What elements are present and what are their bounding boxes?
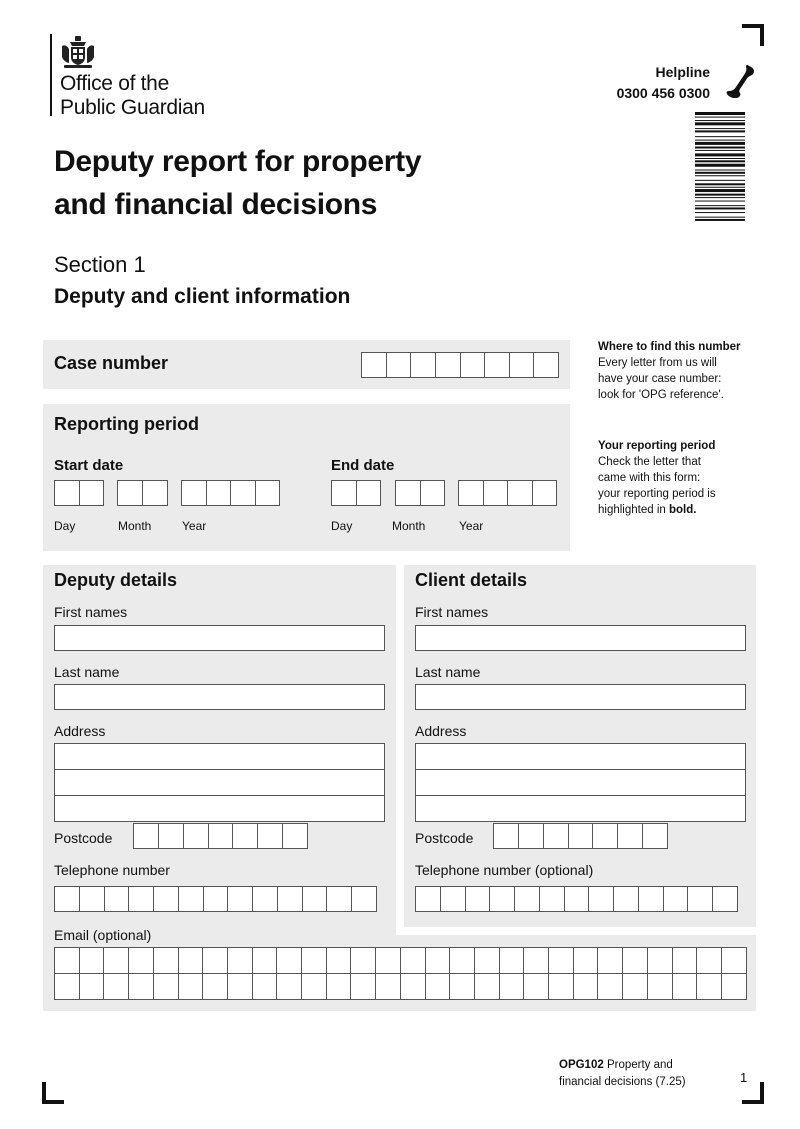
barcode-bar xyxy=(695,194,745,196)
barcode-bar xyxy=(695,136,745,137)
corner-mark-bottom-left xyxy=(42,1082,64,1104)
character-cell[interactable] xyxy=(104,886,130,912)
character-cell[interactable] xyxy=(523,947,549,974)
barcode-bar xyxy=(695,142,745,145)
character-cell[interactable] xyxy=(592,823,618,849)
character-cell[interactable] xyxy=(178,947,204,974)
section-number: Section 1 xyxy=(54,252,146,277)
character-cell[interactable] xyxy=(721,973,747,1000)
reporting-period-help-line xyxy=(598,502,758,518)
helpline-label: Helpline xyxy=(655,64,710,80)
deputy-postcode-input[interactable] xyxy=(133,823,308,849)
barcode-bar xyxy=(695,175,745,176)
telephone-icon xyxy=(722,64,756,98)
case-number-help-heading: Where to find this number xyxy=(598,341,741,353)
end-day-caption: Day xyxy=(331,519,353,533)
page-title-line-2: and financial decisions xyxy=(54,188,378,221)
case-number-input[interactable] xyxy=(361,352,559,378)
deputy-email-input-row-2[interactable] xyxy=(54,973,747,1000)
character-cell[interactable] xyxy=(484,352,510,378)
client-telephone-label: Telephone number (optional) xyxy=(415,862,594,878)
deputy-email-label: Email (optional) xyxy=(54,927,152,943)
character-cell[interactable] xyxy=(647,947,673,974)
character-cell[interactable] xyxy=(301,947,327,974)
character-cell[interactable] xyxy=(252,886,278,912)
reporting-period-help-line: your reporting period is xyxy=(598,488,716,500)
client-last-name-label: Last name xyxy=(415,664,481,680)
barcode-bar xyxy=(695,183,745,185)
character-cell[interactable] xyxy=(507,480,533,506)
character-cell[interactable] xyxy=(532,480,558,506)
character-cell[interactable] xyxy=(449,947,475,974)
barcode-bar xyxy=(695,117,745,118)
character-cell[interactable] xyxy=(458,480,484,506)
character-cell[interactable] xyxy=(350,973,376,1000)
character-cell[interactable] xyxy=(227,973,253,1000)
deputy-first-names-label: First names xyxy=(54,604,128,620)
character-cell[interactable] xyxy=(597,973,623,1000)
character-cell[interactable] xyxy=(128,886,154,912)
character-cell[interactable] xyxy=(617,823,643,849)
character-cell[interactable] xyxy=(252,973,278,1000)
barcode-bar xyxy=(695,122,745,125)
character-cell[interactable] xyxy=(326,973,352,1000)
character-cell[interactable] xyxy=(227,947,253,974)
character-cell[interactable] xyxy=(509,352,535,378)
character-cell[interactable] xyxy=(178,886,204,912)
character-cell[interactable] xyxy=(351,886,377,912)
character-cell[interactable] xyxy=(183,823,209,849)
case-number-help-line: Every letter from us will xyxy=(598,357,717,369)
character-cell[interactable] xyxy=(493,823,519,849)
character-cell[interactable] xyxy=(460,352,486,378)
character-cell[interactable] xyxy=(54,973,80,1000)
deputy-last-name-label: Last name xyxy=(54,664,120,680)
barcode-bar xyxy=(695,197,745,198)
character-cell[interactable] xyxy=(642,823,668,849)
character-cell[interactable] xyxy=(202,947,228,974)
character-cell[interactable] xyxy=(573,973,599,1000)
character-cell[interactable] xyxy=(696,973,722,1000)
character-cell[interactable] xyxy=(79,480,105,506)
character-cell[interactable] xyxy=(257,823,283,849)
character-cell[interactable] xyxy=(548,947,574,974)
reporting-period-help-line: came with this form: xyxy=(598,472,701,484)
character-cell[interactable] xyxy=(202,973,228,1000)
character-cell[interactable] xyxy=(543,823,569,849)
character-cell[interactable] xyxy=(465,886,491,912)
barcode-bar xyxy=(695,212,745,213)
character-cell[interactable] xyxy=(232,823,258,849)
character-cell[interactable] xyxy=(474,973,500,1000)
character-cell[interactable] xyxy=(206,480,232,506)
form-name-line-1: Property and xyxy=(603,1059,673,1071)
deputy-last-name-input[interactable] xyxy=(54,684,385,710)
client-postcode-label: Postcode xyxy=(415,830,474,846)
character-cell[interactable] xyxy=(420,480,446,506)
character-cell[interactable] xyxy=(117,480,143,506)
client-telephone-input[interactable] xyxy=(415,886,738,912)
character-cell[interactable] xyxy=(410,352,436,378)
character-cell[interactable] xyxy=(622,947,648,974)
client-address-line-1-input[interactable] xyxy=(415,743,746,770)
helpline xyxy=(617,62,710,104)
page-title xyxy=(54,140,421,226)
character-cell[interactable] xyxy=(489,886,515,912)
character-cell[interactable] xyxy=(395,480,421,506)
start-month-input[interactable] xyxy=(117,480,168,506)
character-cell[interactable] xyxy=(568,823,594,849)
barcode-bar xyxy=(695,217,745,218)
start-date-label: Start date xyxy=(54,457,124,474)
character-cell[interactable] xyxy=(203,886,229,912)
character-cell[interactable] xyxy=(425,947,451,974)
deputy-postcode-label: Postcode xyxy=(54,830,113,846)
barcode-bar xyxy=(695,150,745,151)
character-cell[interactable] xyxy=(533,352,559,378)
character-cell[interactable] xyxy=(356,480,382,506)
end-year-caption: Year xyxy=(459,519,484,533)
deputy-email-input-row-1[interactable] xyxy=(54,947,747,974)
deputy-details-title: Deputy details xyxy=(54,570,178,590)
character-cell[interactable] xyxy=(181,480,207,506)
character-cell[interactable] xyxy=(133,823,159,849)
character-cell[interactable] xyxy=(613,886,639,912)
character-cell[interactable] xyxy=(79,947,105,974)
barcode-bar xyxy=(695,172,745,174)
character-cell[interactable] xyxy=(548,973,574,1000)
character-cell[interactable] xyxy=(638,886,664,912)
character-cell[interactable] xyxy=(326,947,352,974)
barcode-bar xyxy=(695,164,745,167)
deputy-first-names-input[interactable] xyxy=(54,625,385,651)
end-month-input[interactable] xyxy=(395,480,445,506)
character-cell[interactable] xyxy=(721,947,747,974)
barcode-bar xyxy=(695,187,745,188)
form-code: OPG102 xyxy=(559,1059,604,1071)
character-cell[interactable] xyxy=(375,973,401,1000)
corner-mark-bottom-right xyxy=(742,1082,764,1104)
character-cell[interactable] xyxy=(103,973,129,1000)
character-cell[interactable] xyxy=(350,947,376,974)
case-number-help-line: have your case number: xyxy=(598,373,722,385)
character-cell[interactable] xyxy=(301,973,327,1000)
character-cell[interactable] xyxy=(178,973,204,1000)
character-cell[interactable] xyxy=(158,823,184,849)
character-cell[interactable] xyxy=(54,947,80,974)
reporting-period-help-line: Check the letter that xyxy=(598,456,701,468)
character-cell[interactable] xyxy=(425,973,451,1000)
character-cell[interactable] xyxy=(128,973,154,1000)
character-cell[interactable] xyxy=(483,480,509,506)
reporting-period-help xyxy=(598,438,758,518)
deputy-address-line-1-input[interactable] xyxy=(54,743,385,770)
barcode-bar xyxy=(695,170,745,171)
end-year-input[interactable] xyxy=(458,480,557,506)
character-cell[interactable] xyxy=(255,480,281,506)
character-cell[interactable] xyxy=(573,947,599,974)
character-cell[interactable] xyxy=(103,947,129,974)
character-cell[interactable] xyxy=(361,352,387,378)
client-first-names-label: First names xyxy=(415,604,489,620)
barcode-bar xyxy=(695,219,745,221)
start-month-caption: Month xyxy=(118,519,152,533)
barcode-bar xyxy=(695,160,745,162)
client-address-label: Address xyxy=(415,723,467,739)
barcode xyxy=(695,112,745,315)
section-title: Deputy and client information xyxy=(54,285,351,308)
barcode-bar xyxy=(695,130,745,132)
character-cell[interactable] xyxy=(375,947,401,974)
reporting-period-help-prefix: highlighted in xyxy=(598,504,669,516)
case-number-help xyxy=(598,339,758,403)
character-cell[interactable] xyxy=(400,947,426,974)
corner-mark-top-right xyxy=(742,24,764,46)
character-cell[interactable] xyxy=(672,947,698,974)
barcode-bar xyxy=(695,153,745,156)
barcode-bar xyxy=(695,128,745,129)
character-cell[interactable] xyxy=(696,947,722,974)
character-cell[interactable] xyxy=(252,947,278,974)
character-cell[interactable] xyxy=(672,973,698,1000)
character-cell[interactable] xyxy=(647,973,673,1000)
page-number: 1 xyxy=(740,1070,748,1085)
reporting-period-help-bold: bold. xyxy=(668,504,697,516)
barcode-bar xyxy=(695,112,745,115)
character-cell[interactable] xyxy=(687,886,713,912)
client-details-title: Client details xyxy=(415,570,528,590)
character-cell[interactable] xyxy=(54,886,80,912)
character-cell[interactable] xyxy=(79,886,105,912)
character-cell[interactable] xyxy=(153,973,179,1000)
barcode-bar xyxy=(695,147,745,149)
start-day-caption: Day xyxy=(54,519,76,533)
character-cell[interactable] xyxy=(440,886,466,912)
reporting-period-help-heading: Your reporting period xyxy=(598,440,716,452)
form-name-line-2: financial decisions (7.25) xyxy=(559,1076,686,1088)
character-cell[interactable] xyxy=(230,480,256,506)
client-address-line-3-input[interactable] xyxy=(415,795,746,822)
character-cell[interactable] xyxy=(386,352,412,378)
character-cell[interactable] xyxy=(326,886,352,912)
character-cell[interactable] xyxy=(276,973,302,1000)
character-cell[interactable] xyxy=(564,886,590,912)
deputy-address-line-3-input[interactable] xyxy=(54,795,385,822)
client-address-line-2-input[interactable] xyxy=(415,769,746,796)
character-cell[interactable] xyxy=(523,973,549,1000)
deputy-telephone-label: Telephone number xyxy=(54,862,170,878)
character-cell[interactable] xyxy=(128,947,154,974)
start-year-input[interactable] xyxy=(181,480,280,506)
logo-rule xyxy=(50,34,52,116)
case-number-help-line: look for 'OPG reference'. xyxy=(598,389,724,401)
character-cell[interactable] xyxy=(282,823,308,849)
character-cell[interactable] xyxy=(499,947,525,974)
royal-crest-icon xyxy=(58,34,98,70)
logo-text xyxy=(60,72,205,120)
character-cell[interactable] xyxy=(302,886,328,912)
barcode-bar xyxy=(695,120,745,121)
client-first-names-input[interactable] xyxy=(415,625,746,651)
logo-line-1: Office of the xyxy=(60,72,169,95)
helpline-number: 0300 456 0300 xyxy=(616,85,710,101)
character-cell[interactable] xyxy=(400,973,426,1000)
character-cell[interactable] xyxy=(415,886,441,912)
character-cell[interactable] xyxy=(79,973,105,1000)
deputy-address-line-2-input[interactable] xyxy=(54,769,385,796)
start-day-input[interactable] xyxy=(54,480,104,506)
character-cell[interactable] xyxy=(499,973,525,1000)
start-year-caption: Year xyxy=(182,519,207,533)
end-date-label: End date xyxy=(331,457,395,474)
logo-line-2: Public Guardian xyxy=(60,96,205,119)
barcode-bar xyxy=(695,205,745,206)
character-cell[interactable] xyxy=(514,886,540,912)
end-day-input[interactable] xyxy=(331,480,381,506)
character-cell[interactable] xyxy=(518,823,544,849)
character-cell[interactable] xyxy=(588,886,614,912)
character-cell[interactable] xyxy=(227,886,253,912)
barcode-bar xyxy=(695,158,745,159)
character-cell[interactable] xyxy=(663,886,689,912)
client-last-name-input[interactable] xyxy=(415,684,746,710)
barcode-bar xyxy=(695,180,745,181)
page-title-line-1: Deputy report for property xyxy=(54,145,422,178)
reporting-period-title: Reporting period xyxy=(54,414,199,434)
deputy-telephone-input[interactable] xyxy=(54,886,377,912)
case-number-label: Case number xyxy=(54,353,169,373)
character-cell[interactable] xyxy=(712,886,738,912)
client-postcode-input[interactable] xyxy=(493,823,668,849)
deputy-address-label: Address xyxy=(54,723,106,739)
character-cell[interactable] xyxy=(597,947,623,974)
character-cell[interactable] xyxy=(208,823,234,849)
character-cell[interactable] xyxy=(153,947,179,974)
character-cell[interactable] xyxy=(449,973,475,1000)
form-reference xyxy=(559,1057,686,1091)
character-cell[interactable] xyxy=(277,886,303,912)
character-cell[interactable] xyxy=(622,973,648,1000)
character-cell[interactable] xyxy=(142,480,168,506)
barcode-bar xyxy=(695,140,745,141)
character-cell[interactable] xyxy=(435,352,461,378)
barcode-bar xyxy=(695,207,745,209)
character-cell[interactable] xyxy=(153,886,179,912)
end-month-caption: Month xyxy=(392,519,426,533)
barcode-bar xyxy=(695,201,745,202)
character-cell[interactable] xyxy=(474,947,500,974)
character-cell[interactable] xyxy=(54,480,80,506)
character-cell[interactable] xyxy=(539,886,565,912)
character-cell[interactable] xyxy=(276,947,302,974)
character-cell[interactable] xyxy=(331,480,357,506)
barcode-bar xyxy=(695,189,745,192)
